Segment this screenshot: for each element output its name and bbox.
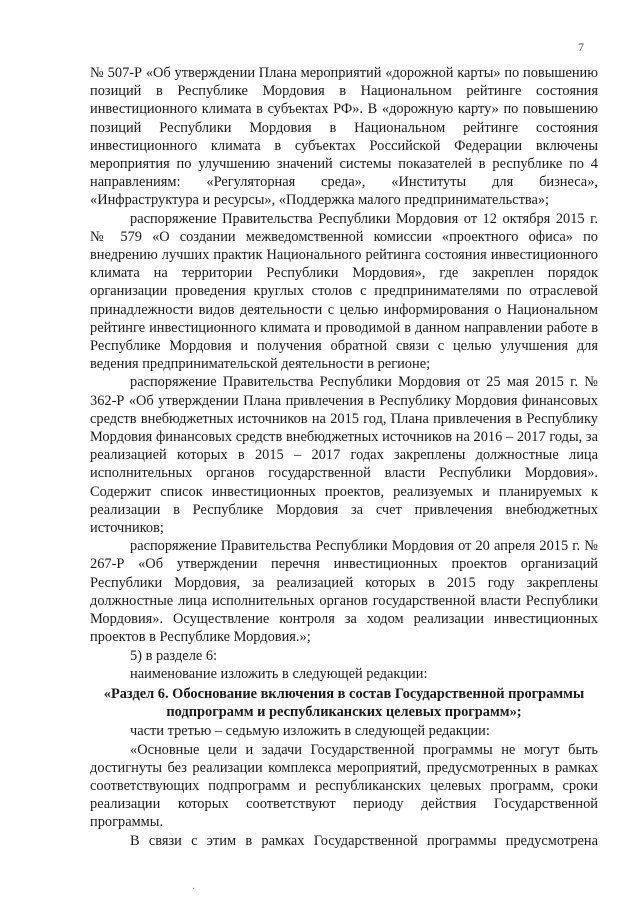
section-6-heading: «Раздел 6. Обоснование включения в состав Государственной программы подпрограмм и республиканских целевых программ»;	[103, 685, 585, 721]
paragraph-title-instruction: наименование изложить в следующей редакции:	[130, 665, 428, 682]
paragraph-goals: «Основные цели и задачи Государственной программы не могут быть достигнуты без реализации комплекса мероприятий, предусмотренных в рамках соответствующих подпрограмм и республиканских целевых программ, сроки реализации которых соответствуют периоду действия Государственной программы.	[90, 741, 598, 831]
paragraph-order-267: распоряжение Правительства Республики Мордовия от 20 апреля 2015 г. № 267-Р «Об утверждении перечня инвестиционных проектов организаций Республики Мордовия, за реализацией которых в 2015 году закреплены должностные лица исполнительных органов государственной власти Республики Мордовия». Осуществление контроля за ходом реализации инвестиционных проектов в Республике Мордовия.»;	[90, 538, 598, 646]
paragraph-continues: В связи с этим в рамках Государственной программы предусмотрена	[130, 832, 598, 849]
paragraph-section-6-item: 5) в разделе 6:	[130, 647, 218, 664]
document-body	[90, 64, 598, 850]
scan-artifact-mark: ·	[192, 884, 196, 895]
paragraph-continuation: № 507-Р «Об утверждении Плана мероприятий «дорожной карты» по повышению позиций в Республике Мордовия в Национальном рейтинге состояния инвестиционного климата в субъектах РФ». В «дорожную карту» по повышению позиций Республики Мордовия в Национальном рейтинге состояния инвестиционного климата в субъектах Российской Федерации включены мероприятия по улучшению значений системы показателей в республике по 4 направлениям: «Регуляторная среда», «Институты для бизнеса», «Инфраструктура и ресурсы», «Поддержка малого предпринимательства»;	[90, 65, 598, 209]
page-number: 7	[578, 40, 584, 54]
paragraph-parts-instruction: части третью – седьмую изложить в следующей редакции:	[130, 723, 490, 740]
paragraph-order-362: распоряжение Правительства Республики Мордовия от 25 мая 2015 г. № 362-Р «Об утверждении Плана привлечения в Республику Мордовия финансовых средств внебюджетных источников на 2015 год, Плана привлечения в Республику Мордовия финансовых средств внебюджетных источников на 2016 – 2017 годы, за реализацией которых в 2015 – 2017 годах закреплены должностные лица исполнительных органов государственной власти Республики Мордовия». Содержит список инвестиционных проектов, реализуемых и планируемых к реализации в Республике Мордовия за счет привлечения внебюджетных источников;	[90, 374, 598, 537]
paragraph-order-579: распоряжение Правительства Республики Мордовия от 12 октября 2015 г. № 579 «О создании межведомственной комиссии «проектного офиса» по внедрению лучших практик Национального рейтинга состояния инвестиционного климата на территории Республики Мордовия», где закреплен порядок организации проведения круглых столов с предпринимателями по отраслевой принадлежности видов деятельности с целью информирования о Национальном рейтинге инвестиционного климата и проводимой в данном направлении работе в Республике Мордовия и получения обратной связи с целью улучшения для ведения предпринимательской деятельности в регионе;	[90, 210, 598, 373]
